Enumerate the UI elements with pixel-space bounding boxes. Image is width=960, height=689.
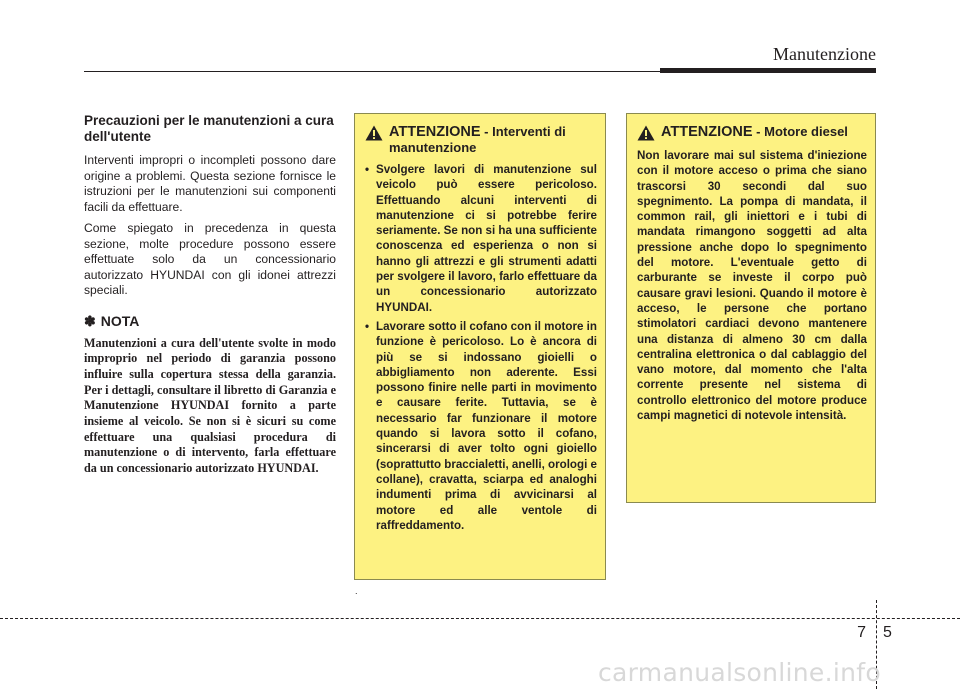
header-rule-accent: [660, 68, 876, 73]
warning-title-main: ATTENZIONE: [389, 124, 481, 140]
bullet-dot: •: [365, 319, 370, 333]
section-title: Precauzioni per le manutenzioni a cura dell'utente: [84, 113, 334, 144]
watermark: carmanualsonline.info: [598, 658, 881, 687]
chapter-header-title: Manutenzione: [773, 44, 876, 64]
nota-star-icon: ✽: [84, 312, 96, 329]
page-number: 5: [883, 624, 892, 641]
warning-title: [389, 124, 597, 155]
nota-heading: [84, 313, 336, 330]
warning-title: [661, 124, 848, 140]
warning-header: [365, 124, 597, 155]
warning-text: Non lavorare mai sul sistema d'iniezione con il motore acceso o prima che siano trascorsi 30 secondi dal suo spegnimento. La pompa di mandata, il common rail, gli iniettori e i tubi di mandata rimangono soggetti ad alta pressione anche dopo lo spegnimento del motore. L'eventuale getto di carburante se investe il corpo può causare gravi lesioni. Quando il motore è acceso, le persone che portano stimolatori cardiaci devono mantenere una distanza di almeno 30 cm dalla centralina elettronica o dal cablaggio del vano motore, dal momento che l'alta corrente presente nel sistema di controllo elettronico del motore produce campi magnetici di notevole intensità.: [637, 149, 867, 423]
warning-bullet-text: Svolgere lavori di manutenzione sul veicolo può essere pericoloso. Effettuando alcuni interventi di manutenzione ci si potrebbe ferire seriamente. Se non si ha una sufficiente conoscenza ed esperienza o non si hanno gli attrezzi e gli strumenti adatti per svolgere il lavoro, farlo effettuare da un concessionario autorizzato HYUNDAI.: [376, 163, 597, 314]
warning-bullet-text: Lavorare sotto il cofano con il motore in funzione è pericoloso. Lo è ancora di più se si indossano gioielli o abbigliamento non aderente. Essi possono finire nelle parti in movimento e causare ferite. Tuttavia, se è necessario far funzionare il motore quando si lavora sotto il cofano, sincerarsi di aver tolto ogni gioiello (soprattutto braccialetti, anelli, orologi e collane), cravatta, sciarpa ed analoghi indumenti prima di avvicinarsi al motore ed alle ventole di raffreddamento.: [376, 319, 597, 532]
warning-bullet: [365, 162, 597, 315]
nota-title: NOTA: [100, 312, 140, 329]
chapter-number: 7: [857, 624, 866, 641]
paragraph-intro: Interventi impropri o incompleti possono dare origine a problemi. Questa sezione fornisce le istruzioni per le manutenzioni sui componenti facili da effettuare.: [84, 153, 336, 214]
bullet-dot: •: [365, 163, 370, 176]
warning-triangle-icon: [637, 125, 655, 141]
footer-rule: [0, 618, 960, 619]
warning-title-sub: - Motore diesel: [752, 124, 848, 139]
warning-bullet: [365, 319, 597, 533]
warning-box-maintenance: [354, 113, 606, 580]
warning-box-diesel: [626, 113, 876, 503]
warning-title-sub: - Interventi di manutenzione: [389, 124, 566, 155]
nota-text: Manutenzioni a cura dell'utente svolte in modo improprio nel periodo di garanzia possono influire sulla copertura stessa della garanzia. Per i dettagli, consultare il libretto di Garanzia e Manutenzione HYUNDAI fornito a parte insieme al veicolo. Se non si è sicuri su come effettuare una qualsiasi procedura di manutenzione o di intervento, farla effettuare da un concessionario autorizzato HYUNDAI.: [84, 335, 336, 476]
left-column: [84, 113, 336, 477]
stray-dot: .: [355, 586, 358, 596]
warning-triangle-icon: [365, 125, 383, 141]
warning-title-main: ATTENZIONE: [661, 124, 753, 140]
warning-header: [637, 124, 867, 141]
paragraph-dealer: Come spiegato in precedenza in questa sezione, molte procedure possono essere effettuate solo da un concessionario autorizzato HYUNDAI con gli idonei attrezzi speciali.: [84, 221, 336, 297]
